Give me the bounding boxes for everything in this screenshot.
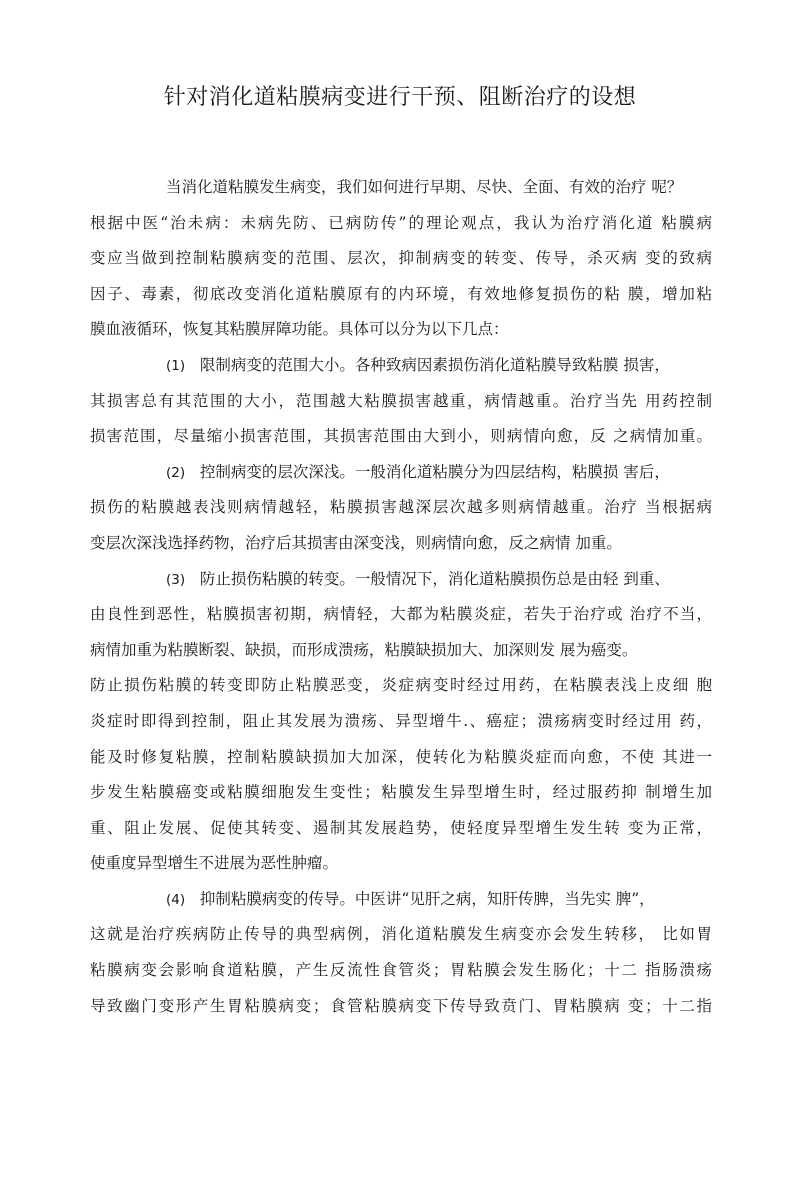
item-number: (4) [166, 891, 186, 908]
item-1-line [90, 348, 712, 384]
item-text: 限制病变的范围大小。各种致病因素损伤消化道粘膜导致粘膜 损害， [199, 355, 670, 374]
item-text: 控制病变的层次深浅。一般消化道粘膜分为四层结构，粘膜损 害后， [199, 462, 670, 481]
item-3-line [90, 562, 712, 598]
paragraph-intro-line: 因子、毒素，彻底改变消化道粘膜原有的内环境，有效地修复损伤的粘 膜，增加粘 [90, 284, 712, 303]
item-3-line: 防止损伤粘膜的转变即防止粘膜恶变，炎症病变时经过用药，在粘膜表浅上皮细 胞 [90, 676, 712, 695]
item-4-line [90, 882, 712, 918]
item-4-line: 这就是治疗疾病防止传导的典型病例，消化道粘膜发生病变亦会发生转移， 比如胃 [90, 925, 712, 944]
item-3-line: 由良性到恶性，粘膜损害初期，病情轻，大都为粘膜炎症，若失于治疗或 治疗不当， [90, 605, 712, 624]
item-text: 抑制粘膜病变的传导。中医讲“见肝之病，知肝传脾，当先实 脾”， [199, 889, 655, 908]
document-body [90, 170, 712, 1024]
item-3-line: 使重度异型增生不进展为恶性肿瘤。 [90, 854, 339, 873]
item-2-line: 变层次深浅选择药物，治疗后其损害由深变浅，则病情向愈，反之病情 加重。 [90, 533, 622, 552]
item-3-line: 炎症时即得到控制，阻止其发展为溃疡、异型增牛.、癌症；溃疡病变时经过用 药， [90, 711, 712, 730]
item-number: (2) [166, 464, 186, 481]
item-1-line: 损害范围，尽量缩小损害范围，其损害范围由大到小，则病情向愈，反 之病情加重。 [90, 427, 712, 446]
item-text: 防止损伤粘膜的转变。一般情况下，消化道粘膜损伤总是由轻 到重、 [199, 569, 670, 588]
item-4-line: 粘膜病变会影响食道粘膜，产生反流性食管炎；胃粘膜会发生肠化；十二 指肠溃疡 [90, 961, 712, 980]
document-title: 针对消化道粘膜病变进行干预、阻断治疗的设想 [163, 85, 637, 110]
item-4-line: 导致幽门变形产生胃粘膜病变；食管粘膜病变下传导致贲门、胃粘膜病 变；十二指 [90, 996, 712, 1015]
item-number: (3) [166, 571, 186, 588]
paragraph-intro-line: 当消化道粘膜发生病变，我们如何进行早期、尽快、全面、有效的治疗 呢？ [166, 178, 683, 196]
paragraph-intro-line: 根据中医“治未病：未病先防、已病防传”的理论观点，我认为治疗消化道 粘膜病 [90, 213, 712, 232]
item-3-line: 能及时修复粘膜，控制粘膜缺损加大加深，使转化为粘膜炎症而向愈，不使 其进一 [90, 747, 712, 766]
item-2-line: 损伤的粘膜越表浅则病情越轻，粘膜损害越深层次越多则病情越重。治疗 当根据病 [90, 498, 712, 517]
item-3-line: 重、阻止发展、促使其转变、遏制其发展趋势，使轻度异型增生发生转 变为正常， [90, 818, 712, 837]
paragraph-intro-line: 膜血液循环，恢复其粘膜屏障功能。具体可以分为以下几点： [90, 320, 509, 339]
item-1-line: 其损害总有其范围的大小，范围越大粘膜损害越重，病情越重。治疗当先 用药控制 [90, 391, 712, 410]
item-3-line: 步发生粘膜癌变或粘膜细胞发生变性；粘膜发生异型增生时，经过服药抑 制增生加 [90, 783, 712, 802]
item-number: (1) [166, 357, 186, 374]
paragraph-intro-line: 变应当做到控制粘膜病变的范围、层次，抑制病变的转变、传导，杀灭病 变的致病 [90, 249, 712, 268]
item-2-line [90, 455, 712, 491]
item-3-line: 病情加重为粘膜断裂、缺损，而形成溃疡，粘膜缺损加大、加深则发 展为癌变。 [90, 640, 638, 659]
